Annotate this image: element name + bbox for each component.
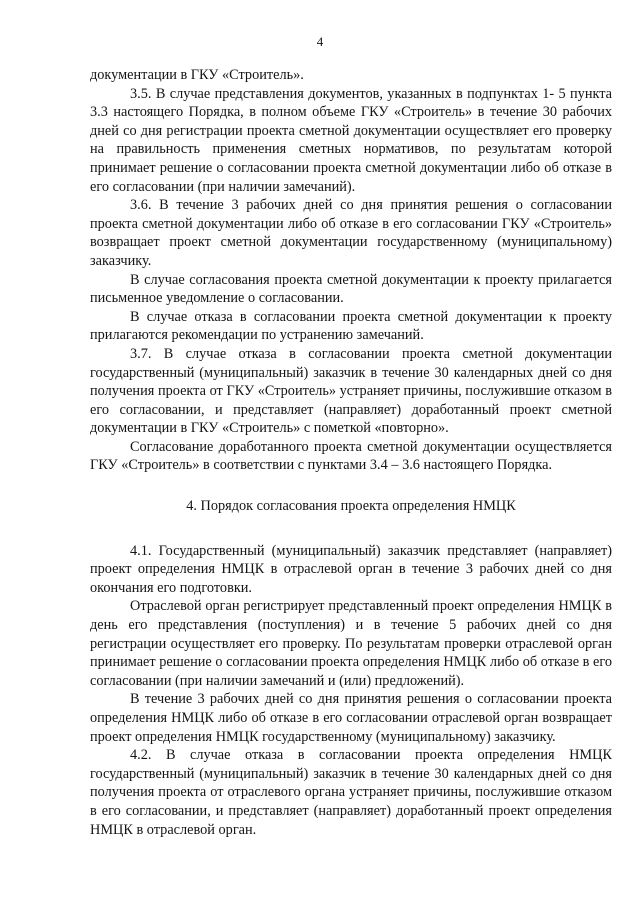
- paragraph-3-5: 3.5. В случае представления документов, указанных в подпунктах 1- 5 пункта 3.3 настоящего Порядка, в полном объеме ГКУ «Строитель» в течение 30 рабочих дней со дня регистрации проекта сметной документации осуществляет его проверку на правильность применения сметных нормативов, по результатам которой принимает решение о согласовании проекта сметной документации либо об отказе в его согласовании (при наличии замечаний).: [90, 85, 612, 195]
- paragraph-4-2: 4.2. В случае отказа в согласовании проекта определения НМЦК государственный (муниципальный) заказчик в течение 30 календарных дней со дня получения проекта от отраслевого органа устраняет причины, послужившие отказом в его согласовании, и представляет (направляет) доработанный проект определения НМЦК в отраслевой орган.: [90, 747, 612, 838]
- paragraph-3-6: 3.6. В течение 3 рабочих дней со дня принятия решения о согласовании проекта сметной документации либо об отказе в его согласовании ГКУ «Строитель» возвращает проект сметной документации государственному (муниципальному) заказчику.: [90, 197, 612, 269]
- paragraph-approval-notice: В случае согласования проекта сметной документации к проекту прилагается письменное уведомление о согласовании.: [90, 271, 612, 307]
- page-number: 4: [316, 34, 324, 49]
- paragraph-refusal-recommendations: В случае отказа в согласовании проекта сметной документации к проекту прилагаются рекомендации по устранению замечаний.: [90, 308, 612, 344]
- paragraph-4-1: 4.1. Государственный (муниципальный) заказчик представляет (направляет) проект определения НМЦК в отраслевой орган в течение 3 рабочих дней со дня окончания его подготовки.: [90, 542, 612, 596]
- paragraph-sector-return: В течение 3 рабочих дней со дня принятия решения о согласовании проекта определения НМЦК либо об отказе в его согласовании отраслевой орган возвращает проект определения НМЦК государственному (муниципальному) заказчику.: [90, 691, 612, 745]
- document-body: [90, 66, 612, 839]
- section-heading: 4. Порядок согласования проекта определения НМЦК: [186, 498, 516, 515]
- paragraph-continuation: документации в ГКУ «Строитель».: [90, 67, 304, 83]
- paragraph-revised-approval: Согласование доработанного проекта сметной документации осуществляется ГКУ «Строитель» в соответствии с пунктами 3.4 – 3.6 настоящего Порядка.: [90, 438, 612, 474]
- paragraph-3-7: 3.7. В случае отказа в согласовании проекта сметной документации государственный (муниципальный) заказчик в течение 30 календарных дней со дня получения проекта от ГКУ «Строитель» устраняет причины, послужившие отказом в его согласовании, и представляет (направляет) доработанный проект сметной документации в ГКУ «Строитель» с пометкой «повторно».: [90, 345, 612, 437]
- paragraph-sector-registration: Отраслевой орган регистрирует представленный проект определения НМЦК в день его представления (поступления) и в течение 5 рабочих дней со дня регистрации осуществляет его проверку. По результатам проверки отраслевой орган принимает решение о согласовании проекта определения НМЦК либо об отказе в его согласовании (при наличии замечаний и (или) предложений).: [90, 598, 612, 689]
